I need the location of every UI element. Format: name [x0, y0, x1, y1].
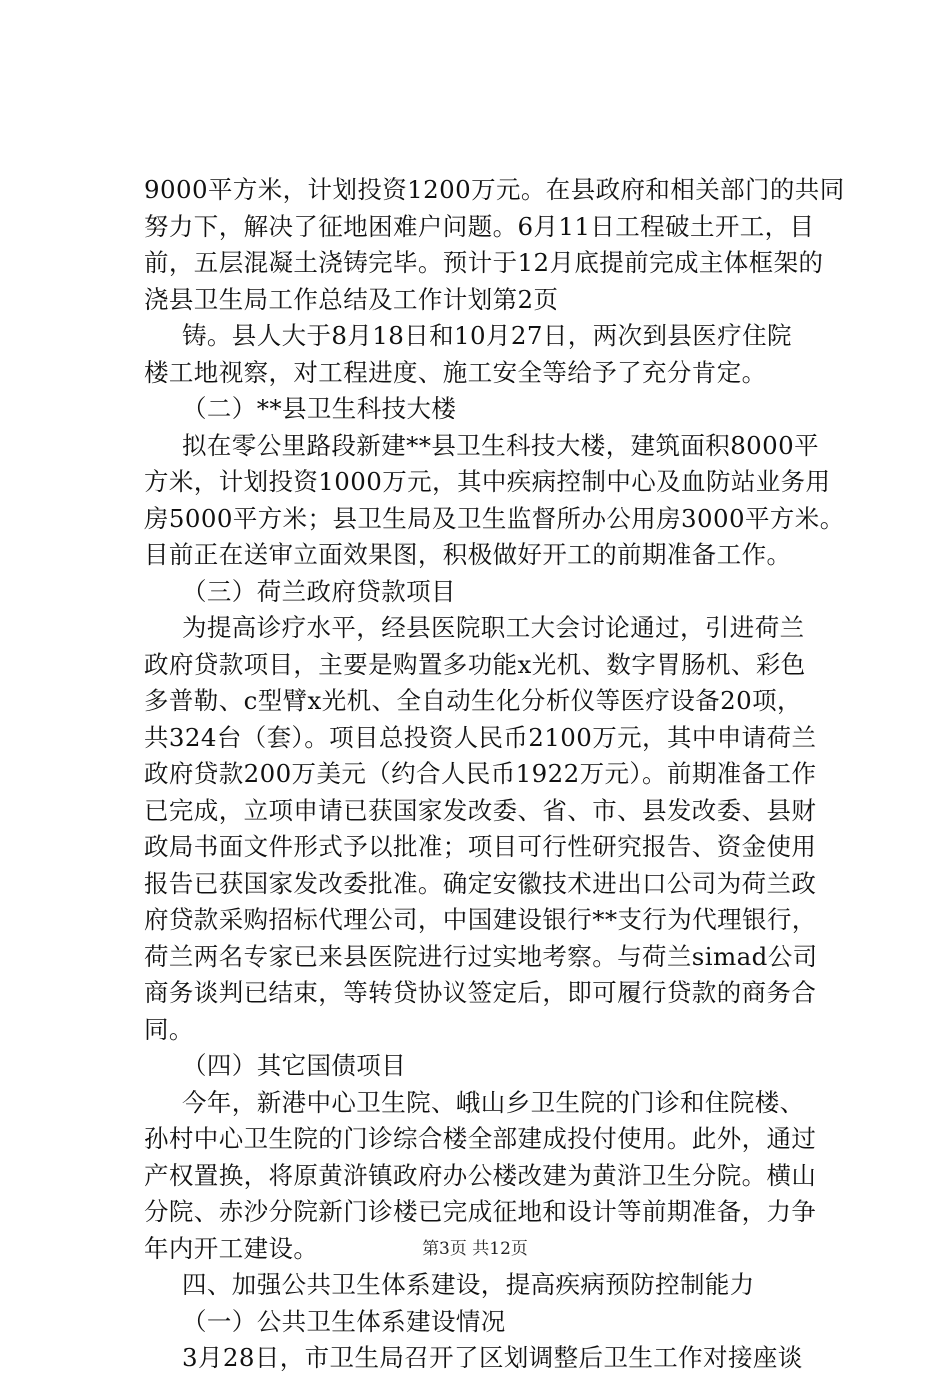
text-line: 府贷款采购招标代理公司，中国建设银行**支行为代理银行，: [144, 905, 817, 934]
text-line: 浇县卫生局工作总结及工作计划第2页: [144, 284, 559, 314]
document-body: [144, 172, 845, 1377]
text-line: 方米，计划投资1000万元，其中疾病控制中心及血防站业务用: [144, 467, 831, 496]
text-line: 共324台（套）。项目总投资人民币2100万元，其中申请荷兰: [144, 722, 817, 752]
page-footer: 第3页 共12页: [422, 1239, 528, 1259]
text-line: （三）荷兰政府贷款项目: [182, 576, 456, 606]
text-line: 同。: [144, 1014, 194, 1044]
text-line: 四、加强公共卫生体系建设，提高疾病预防控制能力: [182, 1270, 755, 1299]
text-line: 孙村中心卫生院的门诊综合楼全部建成投付使用。此外，通过: [144, 1124, 817, 1153]
text-line: 铸。县人大于8月18日和10月27日，两次到县医疗住院: [182, 321, 792, 350]
text-line: 为提高诊疗水平，经县医院职工大会讨论通过，引进荷兰: [182, 613, 805, 642]
text-line: 今年，新港中心卫生院、峨山乡卫生院的门诊和住院楼、: [182, 1087, 805, 1117]
text-line: 政局书面文件形式予以批准；项目可行性研究报告、资金使用: [144, 832, 817, 861]
text-line: （二）**县卫生科技大楼: [182, 394, 457, 423]
text-line: 已完成，立项申请已获国家发改委、省、市、县发改委、县财: [144, 795, 817, 825]
text-line: 目前正在送审立面效果图，积极做好开工的前期准备工作。: [144, 540, 792, 569]
text-line: 年内开工建设。: [144, 1233, 319, 1263]
text-line: 房5000平方米；县卫生局及卫生监督所办公用房3000平方米。: [144, 503, 845, 533]
text-line: 3月28日，市卫生局召开了区划调整后卫生工作对接座谈: [182, 1343, 803, 1372]
text-line: 报告已获国家发改委批准。确定安徽技术进出口公司为荷兰政: [144, 868, 817, 898]
text-line: 政府贷款200万美元（约合人民币1922万元）。前期准备工作: [144, 759, 817, 788]
text-line: （四）其它国债项目: [182, 1051, 407, 1080]
text-line: 前，五层混凝土浇铸完毕。预计于12月底提前完成主体框架的: [144, 248, 824, 277]
text-line: 产权置换，将原黄浒镇政府办公楼改建为黄浒卫生分院。横山: [144, 1160, 817, 1190]
text-line: 政府贷款项目，主要是购置多功能x光机、数字胃肠机、彩色: [144, 649, 806, 679]
text-line: 努力下，解决了征地困难户问题。6月11日工程破土开工，目: [144, 211, 815, 241]
text-line: 拟在零公里路段新建**县卫生科技大楼，建筑面积8000平: [182, 430, 820, 460]
text-line: 分院、赤沙分院新门诊楼已完成征地和设计等前期准备，力争: [144, 1197, 817, 1226]
text-line: （一）公共卫生体系建设情况: [182, 1306, 506, 1336]
text-line: 9000平方米，计划投资1200万元。在县政府和相关部门的共同: [144, 175, 845, 204]
text-line: 楼工地视察，对工程进度、施工安全等给予了充分肯定。: [144, 357, 767, 387]
text-line: 荷兰两名专家已来县医院进行过实地考察。与荷兰simad公司: [144, 941, 818, 971]
text-line: 商务谈判已结束，等转贷协议签定后，即可履行贷款的商务合: [144, 978, 817, 1007]
text-line: 多普勒、c型臂x光机、全自动生化分析仪等医疗设备20项，: [144, 686, 802, 715]
